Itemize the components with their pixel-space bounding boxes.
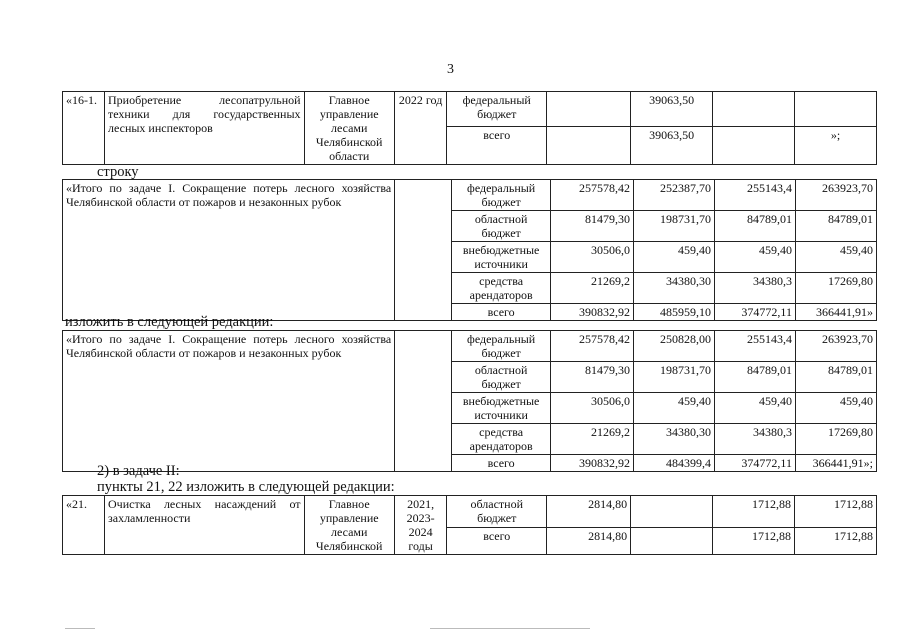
- value-cell: 2814,80: [547, 496, 631, 528]
- value-cell: 84789,01: [714, 362, 795, 393]
- item-name: Приобретение лесопатрульной техники для государственных лесных инспекторов: [105, 92, 305, 165]
- heading-points-21-22: пункты 21, 22 изложить в следующей редакции:: [97, 479, 395, 495]
- funding-source: средства арендаторов: [452, 273, 551, 304]
- funding-source: областной бюджет: [452, 362, 551, 393]
- value-cell: 390832,92: [550, 455, 633, 472]
- value-cell: 250828,00: [634, 331, 715, 362]
- value-cell: 81479,30: [550, 362, 633, 393]
- value-cell: 84789,01: [714, 211, 795, 242]
- value-cell: [631, 528, 713, 555]
- scan-artifact-line: [430, 628, 590, 629]
- funding-source: федеральный бюджет: [447, 92, 547, 127]
- value-cell: 34380,30: [634, 424, 715, 455]
- value-cell: »;: [795, 127, 877, 165]
- value-cell: 17269,80: [795, 273, 876, 304]
- value-cell: [631, 496, 713, 528]
- value-cell: 84789,01: [795, 211, 876, 242]
- value-cell: 374772,11: [714, 304, 795, 321]
- value-cell: 17269,80: [795, 424, 876, 455]
- funding-source: всего: [452, 455, 551, 472]
- funding-source: федеральный бюджет: [452, 331, 551, 362]
- value-cell: 484399,4: [634, 455, 715, 472]
- value-cell: [713, 92, 795, 127]
- value-cell: 34380,3: [714, 273, 795, 304]
- table-item-16-1: [62, 91, 877, 165]
- value-cell: 459,40: [714, 242, 795, 273]
- funding-source: внебюджетные источники: [452, 393, 551, 424]
- value-cell: [713, 127, 795, 165]
- value-cell: 255143,4: [714, 331, 795, 362]
- value-cell: 374772,11: [714, 455, 795, 472]
- value-cell: 21269,2: [550, 273, 633, 304]
- table-total-new: [62, 330, 877, 472]
- value-cell: 1712,88: [713, 496, 795, 528]
- funding-source: всего: [452, 304, 551, 321]
- item-year: 2022 год: [394, 92, 447, 165]
- total-name: «Итого по задаче I. Сокращение потерь лесного хозяйства Челябинской области от пожаров и незаконных рубок: [63, 331, 395, 472]
- table-total-old: [62, 179, 877, 321]
- value-cell: 84789,01: [795, 362, 876, 393]
- value-cell: 30506,0: [550, 242, 633, 273]
- value-cell: 366441,91»;: [795, 455, 876, 472]
- total-name: «Итого по задаче I. Сокращение потерь лесного хозяйства Челябинской области от пожаров и незаконных рубок: [63, 180, 395, 321]
- value-cell: 30506,0: [550, 393, 633, 424]
- item-name: Очистка лесных насаждений от захламленности: [105, 496, 305, 555]
- item-executor: Главное управление лесами Челябинской: [304, 496, 394, 555]
- empty-cell: [395, 180, 452, 321]
- heading-stroku: строку: [97, 164, 139, 180]
- value-cell: 198731,70: [634, 211, 715, 242]
- value-cell: 257578,42: [550, 331, 633, 362]
- value-cell: [795, 92, 877, 127]
- value-cell: 459,40: [634, 393, 715, 424]
- item-executor: Главное управление лесами Челябинской области: [304, 92, 394, 165]
- value-cell: 366441,91»: [795, 304, 876, 321]
- heading-izlozhit: изложить в следующей редакции:: [65, 314, 274, 330]
- value-cell: 198731,70: [634, 362, 715, 393]
- value-cell: 34380,3: [714, 424, 795, 455]
- funding-source: всего: [447, 528, 547, 555]
- page-number: 3: [447, 62, 454, 77]
- value-cell: 459,40: [795, 393, 876, 424]
- value-cell: 485959,10: [634, 304, 715, 321]
- funding-source: федеральный бюджет: [452, 180, 551, 211]
- funding-source: средства арендаторов: [452, 424, 551, 455]
- value-cell: 263923,70: [795, 180, 876, 211]
- funding-source: внебюджетные источники: [452, 242, 551, 273]
- value-cell: 257578,42: [550, 180, 633, 211]
- value-cell: 21269,2: [550, 424, 633, 455]
- value-cell: 252387,70: [634, 180, 715, 211]
- scan-artifact-line: [65, 628, 95, 629]
- item-number: «16-1.: [63, 92, 105, 165]
- funding-source: всего: [447, 127, 547, 165]
- value-cell: 1712,88: [713, 528, 795, 555]
- heading-task-2: 2) в задаче II:: [97, 463, 180, 479]
- funding-source: областной бюджет: [447, 496, 547, 528]
- value-cell: 1712,88: [795, 528, 877, 555]
- value-cell: 2814,80: [547, 528, 631, 555]
- value-cell: 255143,4: [714, 180, 795, 211]
- table-item-21: [62, 495, 877, 555]
- funding-source: областной бюджет: [452, 211, 551, 242]
- value-cell: 459,40: [795, 242, 876, 273]
- value-cell: 1712,88: [795, 496, 877, 528]
- value-cell: 390832,92: [550, 304, 633, 321]
- value-cell: 459,40: [714, 393, 795, 424]
- value-cell: [547, 127, 631, 165]
- item-year: 2021, 2023-2024 годы: [394, 496, 447, 555]
- value-cell: 459,40: [634, 242, 715, 273]
- value-cell: 34380,30: [634, 273, 715, 304]
- empty-cell: [395, 331, 452, 472]
- value-cell: [547, 92, 631, 127]
- value-cell: 81479,30: [550, 211, 633, 242]
- item-number: «21.: [63, 496, 105, 555]
- value-cell: 39063,50: [631, 127, 713, 165]
- value-cell: 263923,70: [795, 331, 876, 362]
- value-cell: 39063,50: [631, 92, 713, 127]
